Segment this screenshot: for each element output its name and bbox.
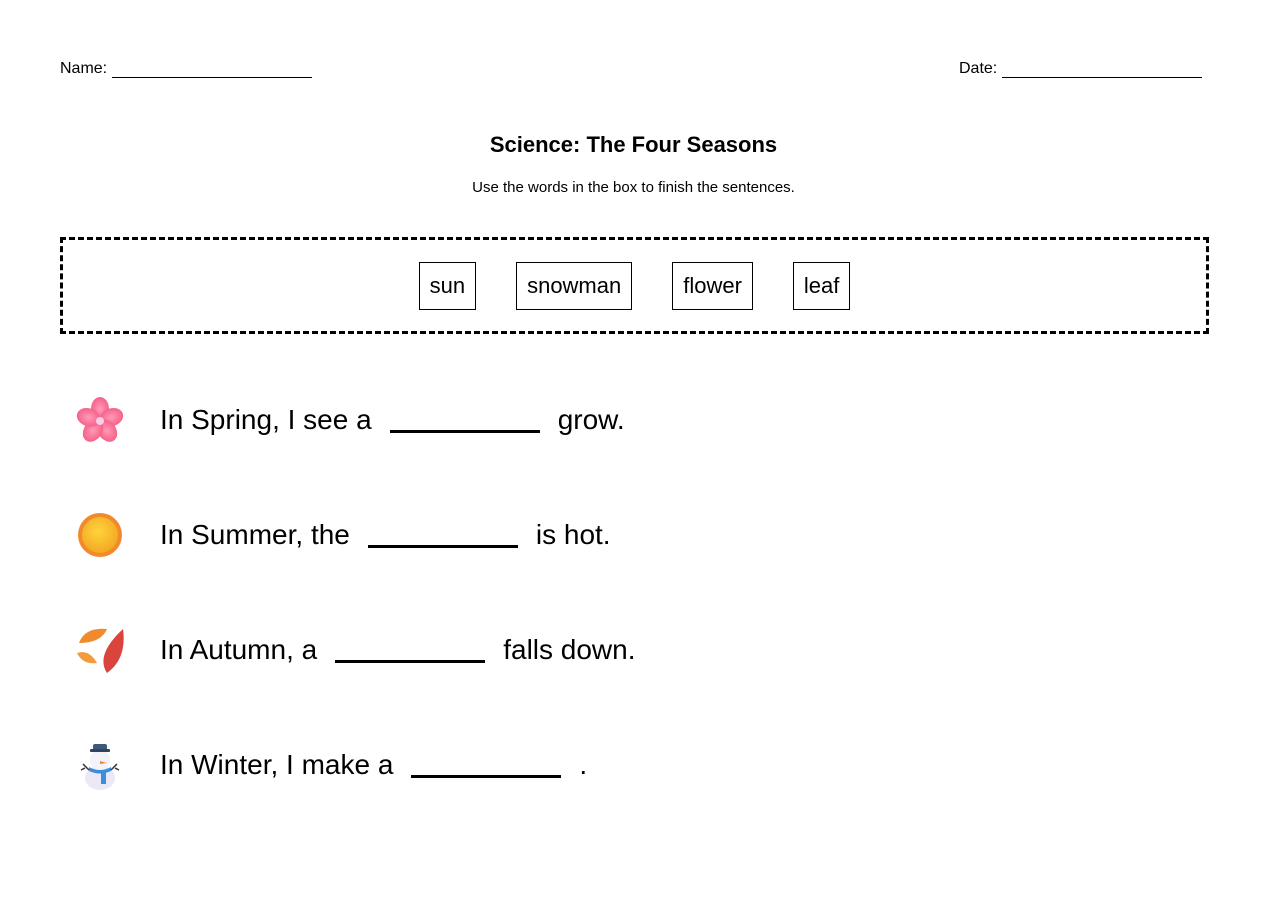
fallen-leaves-icon: [75, 625, 125, 675]
answer-blank[interactable]: [390, 408, 540, 433]
date-blank-line[interactable]: [1002, 63, 1202, 78]
date-field: [959, 60, 1202, 78]
word-bank: [60, 237, 1209, 334]
sentence-autumn: [75, 622, 636, 678]
sentence-text-after: falls down.: [503, 634, 636, 665]
sentence-spring: [75, 392, 625, 448]
answer-blank[interactable]: [368, 523, 518, 548]
answer-blank[interactable]: [335, 638, 485, 663]
word-box-sun: sun: [419, 262, 476, 310]
sentence-text-before: In Spring, I see a: [160, 404, 372, 435]
sun-icon: [75, 510, 125, 560]
sentence-text-before: In Summer, the: [160, 519, 350, 550]
cherry-blossom-icon: [75, 395, 125, 445]
sentence-text-after: .: [579, 749, 588, 780]
name-label: Name:: [60, 60, 108, 77]
sentence-winter: [75, 737, 587, 793]
name-field: [60, 60, 312, 78]
answer-blank[interactable]: [411, 753, 561, 778]
sentence-text-after: grow.: [557, 404, 625, 435]
snowman-icon: [75, 740, 125, 790]
word-box-snowman: snowman: [516, 262, 632, 310]
sentence-summer: [75, 507, 611, 563]
sentence-text-before: In Winter, I make a: [160, 749, 394, 780]
word-box-flower: flower: [672, 262, 753, 310]
sentence-text-before: In Autumn, a: [160, 634, 318, 665]
page-title: Science: The Four Seasons: [489, 132, 778, 157]
sentence-text-after: is hot.: [535, 519, 611, 550]
date-label: Date:: [959, 60, 998, 77]
name-blank-line[interactable]: [112, 63, 312, 78]
word-box-leaf: leaf: [793, 262, 850, 310]
instructions: Use the words in the box to finish the sentences.: [472, 179, 795, 196]
